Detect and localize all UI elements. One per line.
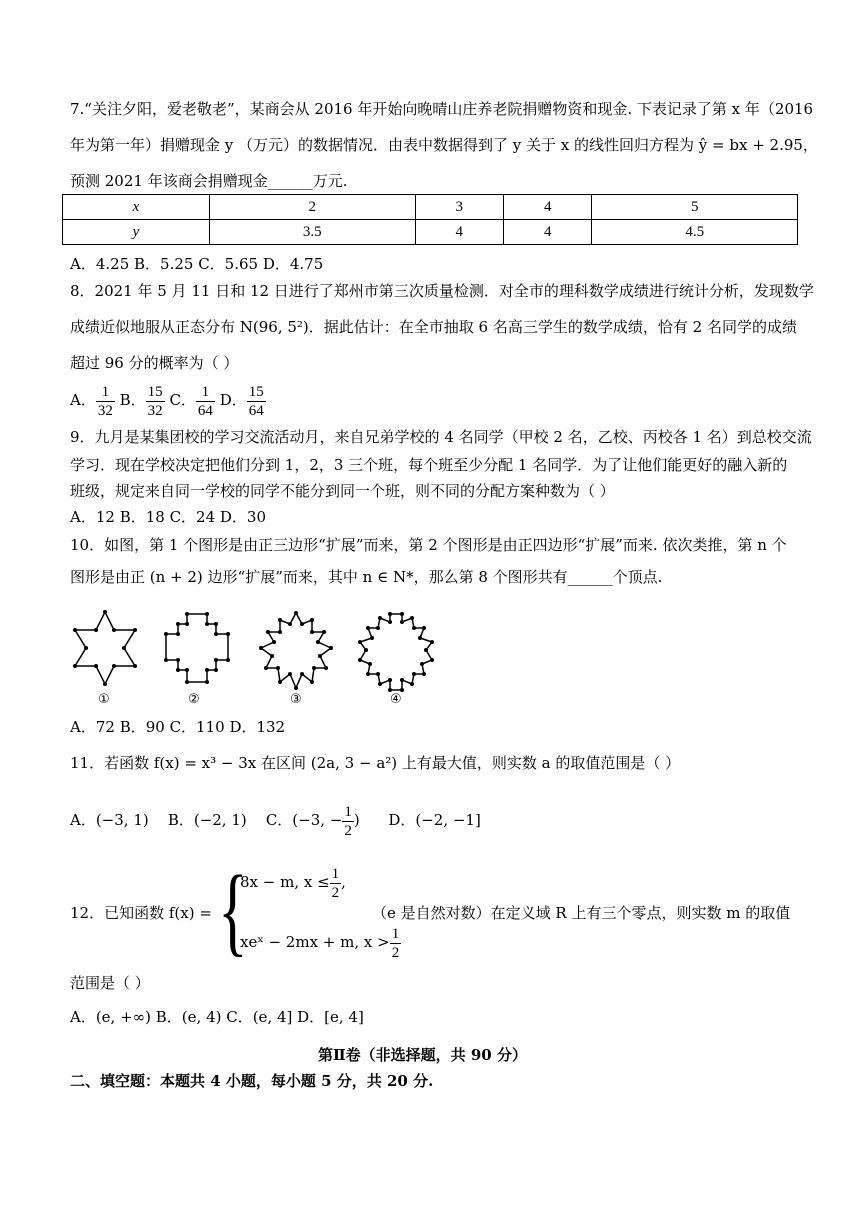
table-cell: 4.5: [592, 220, 798, 245]
q12-line-2: 范围是（ ）: [70, 974, 150, 992]
fraction-denominator: 32: [147, 402, 163, 419]
figure-4-extended-hexagon: [354, 610, 438, 694]
q11-option-c-suffix: ): [353, 811, 360, 829]
q8-line-3: 超过 96 分的概率为（ ）: [70, 354, 239, 372]
table-cell: 3.5: [210, 220, 416, 245]
q8-option-c-fraction: [196, 383, 215, 420]
fraction-numerator: 15: [248, 383, 264, 400]
q10-options: A．72 B．90 C．110 D．132: [70, 718, 286, 736]
figure-1-star: [72, 610, 138, 686]
q8-option-a-fraction: [96, 383, 115, 420]
fraction-numerator: 1: [96, 383, 115, 402]
figure-3-label: ③: [290, 692, 302, 707]
table-row: [63, 195, 798, 220]
q11-option-d: D．(−2, −1]: [388, 811, 481, 829]
q8-option-d-label: D．: [219, 391, 247, 409]
fraction-numerator: 1: [196, 383, 215, 402]
q12-case-1-fraction: [330, 865, 342, 902]
q7-options: A．4.25 B．5.25 C．5.65 D．4.75: [70, 255, 324, 273]
q11-option-c-fraction: [342, 803, 354, 840]
fraction-denominator: 2: [391, 944, 400, 961]
q10-line-1: 10．如图，第 1 个图形是由正三边形“扩展”而来，第 2 个图形是由正四边形“扩展”而来. 依次类推，第 n 个: [70, 536, 787, 554]
q12-options: A．(e, +∞) B．(e, 4) C．(e, 4] D．[e, 4]: [70, 1008, 364, 1026]
q12-case-2-fraction: [390, 925, 402, 962]
q8-option-c-label: C．: [169, 391, 196, 409]
q8-option-a-label: A．: [70, 391, 96, 409]
figure-4-label: ④: [390, 692, 402, 707]
figure-2-label: ②: [188, 692, 200, 707]
q11-option-b: B．(−2, 1): [167, 811, 247, 829]
table-cell: 3: [415, 195, 503, 220]
q7-line-3: 预测 2021 年该商会捐赠现金______万元.: [70, 172, 348, 190]
q12-case-1-end: ,: [341, 873, 346, 891]
fraction-denominator: 64: [197, 402, 213, 419]
q7-line-1: 7.“关注夕阳，爱老敬老”，某商会从 2016 年开始向晚晴山庄养老院捐赠物资和现金. 下表记录了第 x 年（2016: [70, 100, 814, 118]
q9-line-2: 学习．现在学校决定把他们分到 1，2，3 三个班，每个班至少分配 1 名同学．为了让他们能更好的融入新的: [70, 456, 788, 474]
q10-line-2: 图形是由正 (n + 2) 边形“扩展”而来，其中 n ∈ N*，那么第 8 个图形共有______个顶点.: [70, 568, 663, 586]
q12-suffix: （e 是自然对数）在定义域 R 上有三个零点，则实数 m 的取值: [372, 904, 791, 922]
figure-2-cross: [160, 610, 234, 686]
table-cell: 2: [210, 195, 416, 220]
q8-line-1: 8．2021 年 5 月 11 日和 12 日进行了郑州市第三次质量检测．对全市的理科数学成绩进行统计分析，发现数学: [70, 282, 814, 300]
q11-options: [70, 798, 481, 842]
fraction-denominator: 2: [344, 822, 352, 839]
table-cell: 4: [503, 220, 591, 245]
q7-line-2: 年为第一年）捐赠现金 y （万元）的数据情况．由表中数据得到了 y 关于 x 的线性回归方程为 ŷ = bx + 2.95，: [70, 136, 818, 154]
fraction-numerator: 15: [147, 383, 163, 400]
figure-1-label: ①: [98, 692, 110, 707]
table-row: [63, 220, 798, 245]
q8-option-b-label: B．: [119, 391, 146, 409]
fraction-denominator: 32: [97, 402, 113, 419]
q12-case-1-expr: 8x − m, x ≤: [240, 873, 330, 891]
table-cell: 4: [503, 195, 591, 220]
q12-case-2-expr: xeˣ − 2mx + m, x >: [240, 933, 390, 951]
q12-case-2: [240, 922, 401, 962]
fraction-denominator: 2: [331, 884, 340, 901]
table-header-x: x: [63, 195, 210, 220]
q11-line-1: 11．若函数 f(x) = x³ − 3x 在区间 (2a, 3 − a²) 上有最大值，则实数 a 的取值范围是（ ）: [70, 754, 681, 772]
q12-prefix: 12．已知函数 f(x) =: [70, 904, 212, 922]
q8-option-d-fraction: [247, 383, 266, 420]
table-cell: 4: [415, 220, 503, 245]
q8-option-b-fraction: [146, 383, 165, 420]
q9-options: A．12 B．18 C．24 D．30: [70, 508, 267, 526]
q12-case-1: [240, 862, 346, 902]
q8-options: [70, 380, 266, 420]
table-cell: 5: [592, 195, 798, 220]
fraction-denominator: 64: [248, 402, 264, 419]
fraction-numerator: 1: [344, 803, 352, 820]
q11-option-c-prefix: C．(−3, −: [265, 811, 343, 829]
q8-line-2: 成绩近似地服从正态分布 N(96, 5²)．据此估计：在全市抽取 6 名高三学生的数学成绩，恰有 2 名同学的成绩: [70, 318, 797, 336]
section-title: 第Ⅱ卷（非选择题，共 90 分）: [318, 1046, 527, 1064]
regression-data-table: [62, 194, 798, 245]
fraction-numerator: 1: [391, 925, 400, 942]
piecewise-brace: {: [218, 857, 248, 966]
q9-line-1: 9．九月是某集团校的学习交流活动月，来自兄弟学校的 4 名同学（甲校 2 名，乙校、丙校各 1 名）到总校交流: [70, 428, 812, 446]
q11-option-a: A．(−3, 1): [70, 811, 149, 829]
q9-line-3: 班级，规定来自同一学校的同学不能分到同一个班，则不同的分配方案种数为（ ）: [70, 482, 615, 500]
section-subtitle: 二、填空题：本题共 4 小题，每小题 5 分，共 20 分.: [70, 1072, 434, 1090]
table-header-y: y: [63, 220, 210, 245]
figure-3-extended-pentagon: [254, 610, 338, 694]
fraction-numerator: 1: [331, 865, 340, 882]
